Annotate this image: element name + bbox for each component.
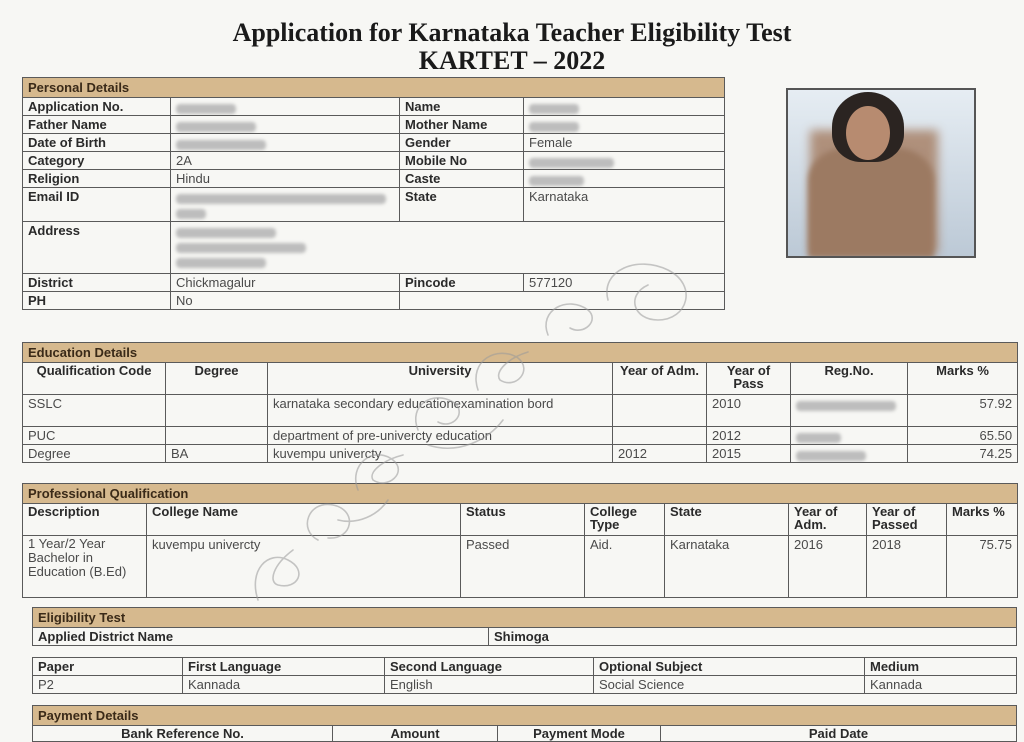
personal-details-table	[22, 77, 725, 310]
edu-adm	[613, 427, 707, 445]
father-name-label: Father Name	[23, 116, 171, 134]
caste-label: Caste	[400, 170, 524, 188]
document-subtitle: KARTET – 2022	[418, 46, 606, 75]
document-title: Application for Karnataka Teacher Eligibility Test	[232, 18, 792, 47]
prof-header-type: College Type	[585, 504, 665, 536]
edu-marks: 65.50	[908, 427, 1018, 445]
paper-value: P2	[33, 676, 183, 694]
edu-university: karnataka secondary educationexamination bord	[268, 395, 613, 427]
dob-value	[171, 134, 400, 152]
prof-type: Aid.	[585, 536, 665, 598]
edu-header-marks: Marks %	[908, 363, 1018, 395]
table-row	[33, 676, 1017, 694]
amount-header: Amount	[333, 726, 498, 742]
edu-pass: 2012	[707, 427, 791, 445]
edu-header-regno: Reg.No.	[791, 363, 908, 395]
edu-university: kuvempu univercty	[268, 445, 613, 463]
edu-marks: 74.25	[908, 445, 1018, 463]
pincode-value: 577120	[524, 274, 725, 292]
dob-label: Date of Birth	[23, 134, 171, 152]
gender-label: Gender	[400, 134, 524, 152]
medium-value: Kannada	[865, 676, 1017, 694]
optional-subject-header: Optional Subject	[594, 658, 865, 676]
edu-code: Degree	[23, 445, 166, 463]
category-value: 2A	[171, 152, 400, 170]
email-label: Email ID	[23, 188, 171, 222]
prof-header-passed: Year of Passed	[867, 504, 947, 536]
mobile-label: Mobile No	[400, 152, 524, 170]
education-details-heading: Education Details	[23, 343, 1018, 363]
caste-value	[524, 170, 725, 188]
paid-date-header: Paid Date	[661, 726, 1017, 742]
edu-header-university: University	[268, 363, 613, 395]
application-no-value	[171, 98, 400, 116]
prof-header-status: Status	[461, 504, 585, 536]
edu-adm: 2012	[613, 445, 707, 463]
prof-state: Karnataka	[665, 536, 789, 598]
district-label: District	[23, 274, 171, 292]
second-language-header: Second Language	[385, 658, 594, 676]
prof-header-adm: Year of Adm.	[789, 504, 867, 536]
personal-details-heading: Personal Details	[23, 78, 725, 98]
eligibility-papers-table	[32, 657, 1017, 694]
table-row	[23, 445, 1018, 463]
ph-label: PH	[23, 292, 171, 310]
edu-adm	[613, 395, 707, 427]
prof-description: 1 Year/2 Year Bachelor in Education (B.Ed)	[23, 536, 147, 598]
table-row	[23, 536, 1018, 598]
edu-header-degree: Degree	[166, 363, 268, 395]
state-label: State	[400, 188, 524, 222]
edu-marks: 57.92	[908, 395, 1018, 427]
name-value	[524, 98, 725, 116]
prof-header-college: College Name	[147, 504, 461, 536]
education-details-table	[22, 342, 1018, 463]
edu-header-pass: Year of Pass	[707, 363, 791, 395]
name-label: Name	[400, 98, 524, 116]
edu-code: SSLC	[23, 395, 166, 427]
edu-degree	[166, 395, 268, 427]
edu-header-adm: Year of Adm.	[613, 363, 707, 395]
edu-regno	[791, 427, 908, 445]
paper-header: Paper	[33, 658, 183, 676]
religion-value: Hindu	[171, 170, 400, 188]
prof-passed: 2018	[867, 536, 947, 598]
eligibility-test-heading: Eligibility Test	[33, 608, 1017, 628]
edu-degree: BA	[166, 445, 268, 463]
edu-degree	[166, 427, 268, 445]
edu-header-code: Qualification Code	[23, 363, 166, 395]
medium-header: Medium	[865, 658, 1017, 676]
father-name-value	[171, 116, 400, 134]
application-no-label: Application No.	[23, 98, 171, 116]
professional-qualification-table	[22, 483, 1018, 598]
first-language-value: Kannada	[183, 676, 385, 694]
edu-regno	[791, 445, 908, 463]
bank-reference-header: Bank Reference No.	[33, 726, 333, 742]
prof-header-marks: Marks %	[947, 504, 1018, 536]
payment-details-table	[32, 705, 1017, 742]
email-value	[171, 188, 400, 222]
table-row	[23, 427, 1018, 445]
prof-status: Passed	[461, 536, 585, 598]
gender-value: Female	[524, 134, 725, 152]
mobile-value	[524, 152, 725, 170]
mother-name-value	[524, 116, 725, 134]
address-label: Address	[23, 222, 171, 274]
prof-adm: 2016	[789, 536, 867, 598]
applied-district-value: Shimoga	[489, 628, 1017, 646]
district-value: Chickmagalur	[171, 274, 400, 292]
edu-regno	[791, 395, 908, 427]
second-language-value: English	[385, 676, 594, 694]
prof-header-description: Description	[23, 504, 147, 536]
applied-district-label: Applied District Name	[33, 628, 489, 646]
category-label: Category	[23, 152, 171, 170]
address-value	[171, 222, 725, 274]
payment-details-heading: Payment Details	[33, 706, 1017, 726]
ph-value: No	[171, 292, 400, 310]
pincode-label: Pincode	[400, 274, 524, 292]
eligibility-test-table	[32, 607, 1017, 646]
mother-name-label: Mother Name	[400, 116, 524, 134]
first-language-header: First Language	[183, 658, 385, 676]
empty-cell	[400, 292, 725, 310]
optional-subject-value: Social Science	[594, 676, 865, 694]
table-row	[23, 395, 1018, 427]
applicant-photo	[786, 88, 976, 258]
edu-university: department of pre-univercty education	[268, 427, 613, 445]
edu-pass: 2015	[707, 445, 791, 463]
prof-marks: 75.75	[947, 536, 1018, 598]
payment-mode-header: Payment Mode	[498, 726, 661, 742]
state-value: Karnataka	[524, 188, 725, 222]
prof-header-state: State	[665, 504, 789, 536]
edu-code: PUC	[23, 427, 166, 445]
prof-college: kuvempu univercty	[147, 536, 461, 598]
edu-pass: 2010	[707, 395, 791, 427]
professional-qualification-heading: Professional Qualification	[23, 484, 1018, 504]
religion-label: Religion	[23, 170, 171, 188]
